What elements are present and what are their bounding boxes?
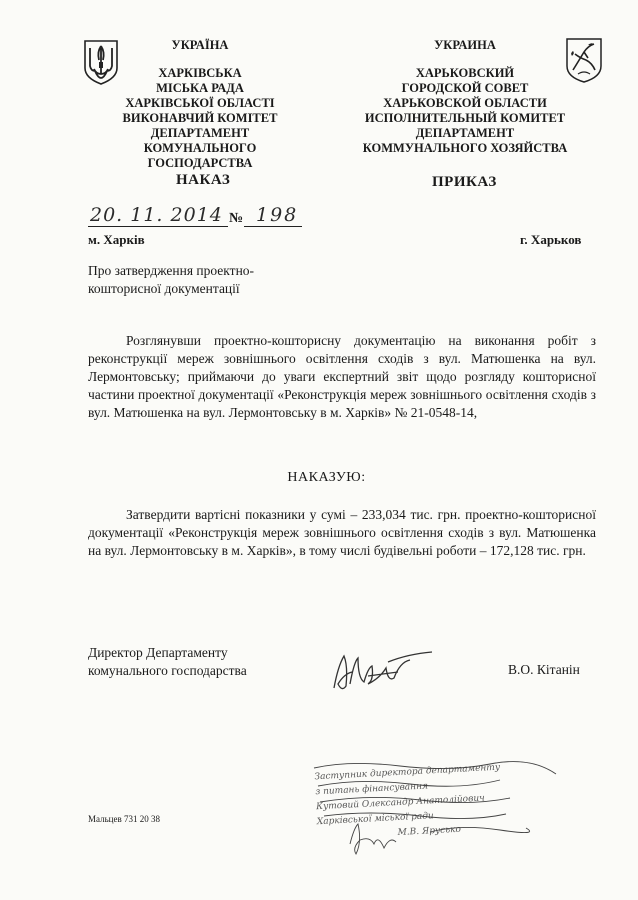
director-signature: [328, 648, 438, 698]
header-left-country: УКРАЇНА: [171, 38, 229, 52]
header-left-line: КОМУНАЛЬНОГО ГОСПОДАРСТВА: [143, 141, 257, 170]
body-paragraph-preamble: Розглянувши проектно-кошторисну документацію на виконання робіт з реконструкції мереж зовнішнього освітлення сходів з вул. Матюшенка на вул. Лермонтовську; приймаючи до уваги експертний звіт щодо розгляду кошторисної частини проектної документації «Реконструкція мереж зовнішнього освітлення сходів з вул. Матюшенка на вул. Лермонтовську в м. Харків» № 21-0548-14,: [88, 333, 596, 420]
subject-line: кошторисної документації: [88, 281, 240, 296]
signatory-title-line: комунального господарства: [88, 663, 247, 678]
header-right-line: ХАРЬКОВСКОЙ ОБЛАСТИ: [383, 96, 547, 110]
approval-note-line: Кутовий Олександр Анатолійович: [315, 793, 485, 813]
signatory-title: [88, 644, 247, 680]
city-russian: г. Харьков: [520, 232, 582, 247]
executor-contact: Мальцев 731 20 38: [88, 814, 160, 824]
city-ukrainian: м. Харків: [88, 232, 145, 247]
header-right-line: ИСПОЛНИТЕЛЬНЫЙ КОМИТЕТ: [364, 111, 566, 125]
header-right-line: ДЕПАРТАМЕНТ: [415, 126, 515, 140]
signatory-name: В.О. Кітанін: [508, 662, 580, 677]
order-title-russian: ПРИКАЗ: [432, 174, 497, 190]
header-left-line: ХАРКІВСЬКА: [158, 66, 242, 80]
approval-note-line: Заступник директора департаменту: [314, 762, 501, 783]
number-sign: №: [229, 211, 244, 226]
header-left-line: ХАРКІВСЬКОЇ ОБЛАСТІ: [125, 96, 275, 110]
header-right-line: КОММУНАЛЬНОГО ХОЗЯЙСТВА: [362, 141, 568, 155]
document-subject: [88, 262, 348, 298]
approval-note-line: Харківської міської ради: [316, 811, 434, 828]
approval-note-line: з питань фінансування: [315, 781, 429, 798]
date-underline: [88, 226, 228, 227]
header-left-line: МІСЬКА РАДА: [156, 81, 244, 95]
header-left-line: ДЕПАРТАМЕНТ: [150, 126, 250, 140]
header-right-line: ГОРОДСКОЙ СОВЕТ: [401, 81, 529, 95]
approval-note-line: М.В. Ярусько: [397, 824, 462, 839]
approval-note-text: [314, 758, 558, 845]
signatory-title-line: Директор Департаменту: [88, 645, 228, 660]
order-directive-heading: НАКАЗУЮ:: [287, 470, 366, 485]
number-underline: [244, 226, 302, 227]
header-right-russian: [350, 38, 580, 156]
header-right-country: УКРАИНА: [434, 38, 496, 52]
header-left-line: ВИКОНАВЧИЙ КОМІТЕТ: [122, 111, 278, 125]
order-number: 198: [256, 204, 299, 226]
header-left-ukrainian: [100, 38, 300, 171]
subject-line: Про затвердження проектно-: [88, 263, 255, 278]
header-right-line: ХАРЬКОВСКИЙ: [415, 66, 515, 80]
order-date: 20. 11. 2014: [90, 204, 223, 226]
order-title-ukrainian: НАКАЗ: [176, 172, 231, 188]
body-paragraph-decision: Затвердити вартісні показники у сумі – 233,034 тис. грн. проектно-кошторисної документації «Реконструкція мереж зовнішнього освітлення сходів з вул. Матюшенка на вул. Лермонтовську в м. Харків», в тому числі будівельні роботи – 172,128 тис. грн.: [88, 507, 596, 558]
